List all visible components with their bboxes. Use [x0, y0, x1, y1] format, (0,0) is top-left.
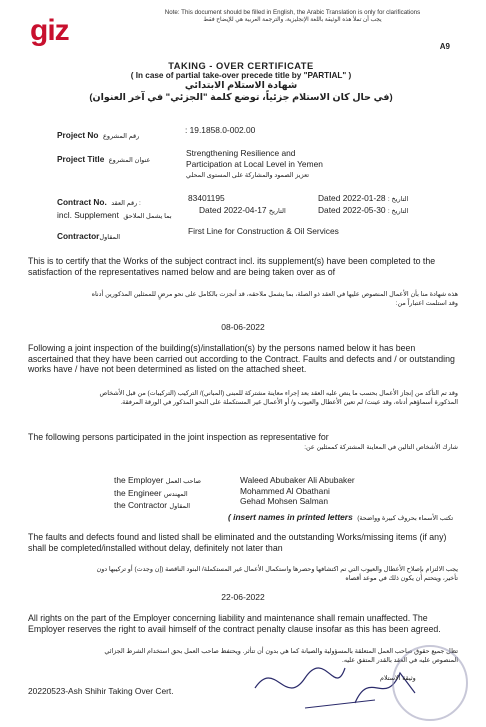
participants-paragraph: The following persons participated in the joint inspection as representative for: [28, 432, 329, 442]
rights-ar-line-2: المنصوص عليه في العقد بالقدر المتفق عليه.: [342, 657, 458, 664]
defects-paragraph: The faults and defects found and listed shall be eliminated and the outstanding Works/missing items (if any) shall be completed/installed without delay, definitely not later than: [28, 532, 447, 553]
footer-ar: وثيقة الاستلام: [380, 675, 416, 682]
name-engineer: Mohammed Al Obathani: [240, 485, 330, 496]
project-no-label: Project No: [57, 130, 99, 140]
inspection-ar-line-2: المذكورة أسماؤهم أدناه، وقد عينت/ لم تعين الأعطال والعيوب و/ أو الأعمال غير المستكملة على النحو المذكور في الورقة المرفقة.: [120, 399, 458, 406]
inspection-paragraph-ar: [28, 389, 458, 407]
inspection-paragraph: Following a joint inspection of the building(s)/installation(s) by the persons named below it has been ascertained that they have been carried out according to the Contract. Faults and defects and / or outstanding works have / have not been determined as listed on the attached sheet.: [28, 343, 455, 375]
project-title-line-1: Strengthening Resilience and: [186, 148, 296, 158]
title-line-1: TAKING - OVER CERTIFICATE: [168, 61, 314, 71]
taking-over-date: 08-06-2022: [221, 322, 265, 332]
project-title-ar: تعزيز الصمود والمشاركة على المستوى المحلي: [186, 172, 309, 179]
title-line-2: ( In case of partial take-over precede title by "PARTIAL" ): [130, 71, 352, 80]
certification-ar-line-1: هذه شهادة منا بأن الأعمال المنصوص عليها في العقد ذو الصلة، بما يشمل ملاحقه، قد أنجزت بالكامل على نحو مرضٍ للممثلين المذكورين أدناه: [91, 291, 458, 298]
contract-label: Contract No.: [57, 197, 107, 207]
project-title-line-2: Participation at Local Level in Yemen: [186, 159, 323, 169]
supplement-dated-label-ar: التاريخ: [268, 208, 286, 215]
role-employer: [114, 475, 201, 488]
title-line-3-ar: شهادة الاستلام الابتدائي: [184, 80, 298, 91]
giz-logo: giz: [30, 14, 69, 47]
contract-dated: [318, 193, 408, 203]
inspection-ar-line-1: وقد تم التأكد من إنجاز الأعمال بحسب ما ينص عليه العقد بعد إجراء معاينة مشتركة للمبنى (المباني)/ التركيب (التركيبات) من قبل الأشخاص: [99, 390, 458, 397]
certification-paragraph-ar: [28, 290, 458, 308]
role-employer-ar: صاحب العمل: [165, 478, 201, 485]
role-contractor-en: the Contractor: [114, 500, 168, 510]
defects-ar-line-1: يجب الالتزام بإصلاح الأعطال والعيوب التي تم اكتشافها وحصرها واستكمال الأعمال غير المستكملة/ البنود الناقصة (إن وجدت) أو تركيبها دون: [96, 566, 458, 573]
contract-dated-label-ar: التاريخ :: [387, 196, 409, 203]
supplement-dated-label: Dated: [199, 205, 222, 215]
supplement-dated2-value: 30-05-2022: [342, 205, 386, 215]
role-engineer: [114, 488, 201, 501]
contract-dated-value: 28-01-2022: [342, 193, 386, 203]
rights-ar-line-1: تظل جميع حقوق صاحب العمل المتعلقة بالمسؤولية والصيانة كما هي بدون أن تتأثر. ويحتفظ صاحب العمل بحق استخدام الشرط الجزائي: [104, 648, 458, 655]
project-title-label-ar: عنوان المشروع: [108, 157, 151, 164]
participants-paragraph-ar: شارك الأشخاص التالين في المعاينة المشتركة كممثلين عن:: [304, 444, 458, 451]
names-note: [228, 507, 453, 525]
rights-paragraph: All rights on the part of the Employer concerning liability and maintenance shall remain unaffected. The Employer reserves the right to avail himself of the contract penalty clause insofar as this has been agreed.: [28, 613, 441, 634]
completion-deadline-date: 22-06-2022: [221, 592, 265, 602]
name-contractor: Gehad Mohsen Salman: [240, 496, 328, 506]
supplement-dated2-label: Dated: [318, 205, 341, 215]
supplement-dated2-label-ar: التاريخ :: [387, 208, 409, 215]
defects-ar-line-2: تأخير، ويتحتم أن يكون ذلك في موعد أقصاه: [345, 575, 458, 582]
project-title-label: Project Title: [57, 154, 105, 164]
representative-names: [240, 475, 355, 507]
role-engineer-en: the Engineer: [114, 487, 162, 498]
defects-paragraph-ar: [28, 565, 458, 583]
role-contractor: [114, 500, 201, 513]
document-title: [85, 61, 397, 104]
form-code: A9: [439, 42, 450, 51]
contractor-label: Contractor: [57, 231, 100, 241]
supplement-row: [57, 205, 172, 223]
supplement-dated-2: [318, 205, 408, 215]
contractor-value: First Line for Construction & Oil Services: [188, 226, 339, 236]
names-note-ar: (تكتب الأسماء بحروف كبيرة وواضحة: [357, 515, 454, 522]
name-employer: Waleed Abubaker Ali Abubaker: [240, 475, 355, 485]
official-stamp: [392, 645, 468, 721]
contract-label-ar: رقم العقد :: [111, 200, 141, 207]
certification-ar-line-2: وقد استلمت اعتباراً من:: [395, 300, 458, 307]
title-line-4-ar: (في حال كان الاستلام جزئياً، توضع كلمة "الجزئي" في آخر العنوان): [89, 92, 393, 103]
contract-value: 83401195: [188, 193, 225, 203]
project-no-row: [57, 125, 139, 143]
contract-dated-label: Dated: [318, 193, 341, 203]
certification-paragraph: This is to certify that the Works of the subject contract incl. its supplement(s) have been completed to the satisfaction of the representatives named below and are being taken over as of: [28, 256, 436, 277]
note-english: Note: This document should be filled in English, the Arabic Translation is only for clarifications: [164, 9, 421, 16]
role-employer-en: the Employer: [114, 475, 164, 485]
supplement-dated-1: [199, 205, 286, 215]
contractor-label-ar: المقاول: [99, 234, 121, 241]
project-title-row: [57, 149, 150, 167]
project-no-value: : 19.1858.0-002.00: [185, 125, 256, 135]
project-no-label-ar: رقم المشروع: [102, 133, 140, 140]
contractor-row: [57, 226, 120, 244]
supplement-dated-value: 17-04-2022: [223, 205, 267, 215]
role-engineer-ar: المهندس: [163, 490, 188, 498]
names-note-en: ( insert names in printed letters: [228, 512, 353, 522]
footer-filename: 20220523-Ash Shihir Taking Over Cert.: [28, 686, 174, 696]
supplement-label-ar: بما يشمل الملاحق: [123, 213, 172, 220]
supplement-label: incl. Supplement: [57, 210, 119, 220]
representative-roles: [114, 475, 201, 513]
note-arabic: يجب أن تملأ هذه الوثيقة باللغة الإنجليزية، والترجمة العربية هي للإيضاح فقط: [203, 17, 382, 23]
role-contractor-ar: المقاول: [169, 503, 191, 510]
project-title-value: [186, 148, 323, 181]
